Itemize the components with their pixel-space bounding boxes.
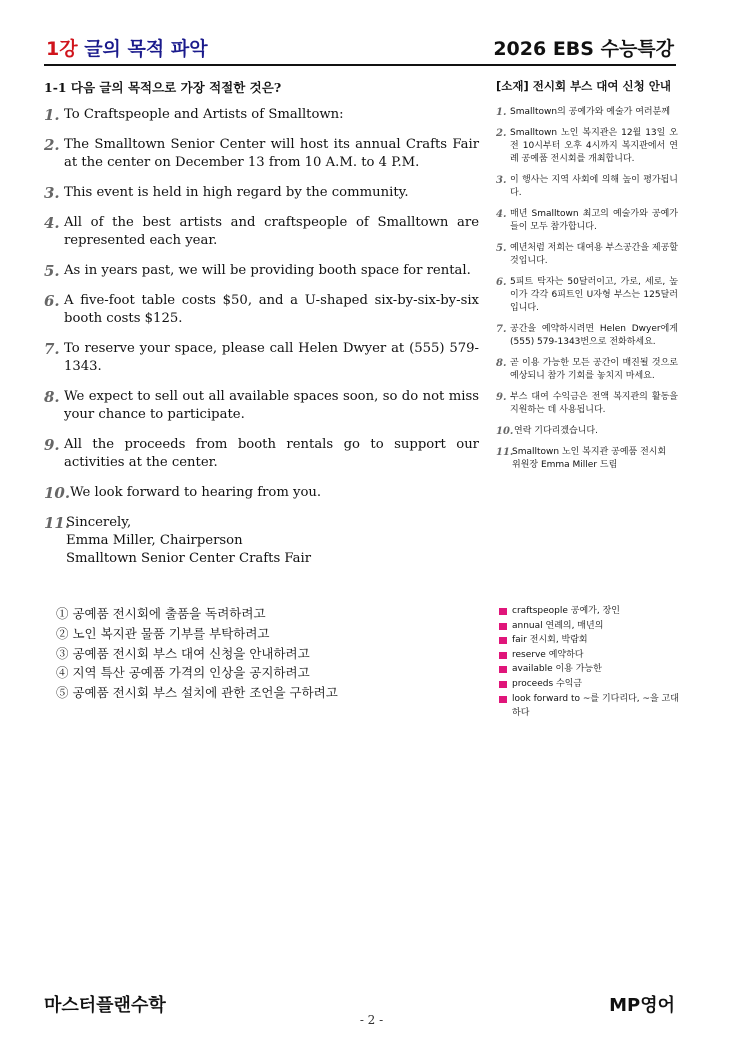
translation-item (496, 276, 678, 315)
chapter-number: 1강 (46, 38, 78, 60)
choice-5: ⑤ 공예품 전시회 부스 설치에 관한 조언을 구하려고 (56, 685, 338, 701)
vocab-text: available 이용 가능한 (512, 664, 602, 675)
sentence-text: To reserve your space, please call Helen Dwyer at (555) 579-1343. (64, 341, 479, 374)
square-bullet-icon (499, 608, 507, 615)
vocab-item (498, 633, 683, 648)
vocab-item (498, 619, 683, 634)
square-bullet-icon (499, 681, 507, 688)
sentence-text: This event is held in high regard by the community. (64, 185, 409, 200)
vocab-text: reserve 예약하다 (512, 649, 584, 660)
sentence-4 (44, 214, 479, 250)
translation-item (496, 425, 678, 438)
square-bullet-icon (499, 696, 507, 703)
vocabulary-list (498, 604, 683, 721)
square-bullet-icon (499, 623, 507, 630)
translation-text: 매년 Smalltown 최고의 예술가와 공예가들이 모두 참가합니다. (510, 209, 678, 232)
sentence-number: 8. (44, 388, 60, 406)
translation-number: 1. (496, 107, 507, 118)
translation-text: 부스 대여 수익금은 전액 복지관의 활동을 지원하는 데 사용됩니다. (510, 392, 678, 415)
translation-item (496, 174, 678, 200)
choice-2: ② 노인 복지관 물품 기부를 부탁하려고 (56, 625, 270, 641)
sentence-text: As in years past, we will be providing booth space for rental. (64, 263, 471, 278)
vocab-text: proceeds 수익금 (512, 678, 583, 689)
translation-text: 예년처럼 저희는 대여용 부스공간을 제공할 것입니다. (510, 243, 678, 266)
translation-column (496, 78, 678, 480)
translation-text: Smalltown 노인 복지관 공예품 전시회 위원장 Emma Miller 드림 (512, 447, 667, 470)
sentence-number: 5. (44, 262, 60, 280)
translation-number: 11. (496, 447, 514, 458)
chapter-title: 글의 목적 파악 (84, 38, 208, 60)
passage-column (44, 78, 479, 580)
sentence-text: A five-foot table costs $50, and a U-shaped six-by-six-by-six booth costs $125. (64, 293, 479, 326)
sentence-number: 2. (44, 136, 60, 154)
vocab-text: annual 연례의, 매년의 (512, 620, 604, 631)
sentence-1 (44, 106, 479, 124)
brand-name: MP영어 (609, 995, 675, 1016)
translation-item (496, 357, 678, 383)
translation-number: 9. (496, 392, 507, 403)
sentence-number: 6. (44, 292, 60, 310)
page-header (44, 30, 676, 66)
vocab-item (498, 677, 683, 692)
translation-text: 연락 기다리겠습니다. (514, 426, 598, 436)
vocab-item (498, 692, 683, 721)
translation-number: 10. (496, 426, 514, 437)
book-title: 2026 EBS 수능특강 (493, 38, 674, 60)
translation-number: 6. (496, 277, 507, 288)
translation-item (496, 323, 678, 349)
sentence-number: 4. (44, 214, 60, 232)
page-number: - 2 - (359, 1013, 384, 1027)
translation-item (496, 127, 678, 166)
sentence-text: We look forward to hearing from you. (70, 485, 322, 500)
vocab-text: fair 전시회, 박람회 (512, 635, 588, 646)
translation-text: Smalltown의 공예가와 예술가 여러분께 (510, 107, 671, 117)
sentence-text: All the proceeds from booth rentals go to support our activities at the center. (64, 437, 479, 470)
translation-item (496, 242, 678, 268)
translation-text: 5피트 탁자는 50달러이고, 가로, 세로, 높이가 각각 6피트인 U자형 부스는 125달러입니다. (510, 277, 678, 313)
square-bullet-icon (499, 652, 507, 659)
translation-number: 3. (496, 175, 507, 186)
sentence-6 (44, 292, 479, 328)
sentence-8 (44, 388, 479, 424)
translation-text: 공간을 예약하시려면 Helen Dwyer에게 (555) 579-1343번으로 전화하세요. (510, 324, 678, 347)
sentence-number: 9. (44, 436, 60, 454)
translation-text: 곧 이용 가능한 모든 공간이 매진될 것으로 예상되니 참가 기회를 놓치지 마세요. (510, 358, 678, 381)
translation-text: Smalltown 노인 복지관은 12월 13일 오전 10시부터 오후 4시까지 복지관에서 연례 공예품 전시회를 개최합니다. (510, 128, 678, 164)
sentence-number: 10. (44, 484, 71, 502)
sentence-number: 1. (44, 106, 60, 124)
sentence-2 (44, 136, 479, 172)
choice-3: ③ 공예품 전시회 부스 대여 신청을 안내하려고 (56, 645, 310, 661)
choice-1: ① 공예품 전시회에 출품을 독려하려고 (56, 606, 266, 621)
vocab-item (498, 604, 683, 619)
choice-4: ④ 지역 특산 공예품 가격의 인상을 공지하려고 (56, 665, 310, 681)
sentence-5 (44, 262, 479, 280)
sentence-text: The Smalltown Senior Center will host its annual Crafts Fair at the center on December 13 from 10 A.M. to 4 P.M. (64, 137, 479, 170)
translation-number: 4. (496, 209, 507, 220)
sentence-7 (44, 340, 479, 376)
vocab-text: look forward to ~를 기다리다, ~을 고대하다 (512, 693, 679, 719)
translation-text: 이 행사는 지역 사회에 의해 높이 평가됩니다. (510, 175, 678, 198)
sentence-number: 3. (44, 184, 60, 202)
sentence-text: Sincerely, Emma Miller, Chairperson Smalltown Senior Center Crafts Fair (66, 515, 312, 566)
question-title: 1-1 다음 글의 목적으로 가장 적절한 것은? (44, 80, 282, 95)
translation-number: 7. (496, 324, 507, 335)
translation-item (496, 391, 678, 417)
sentence-10 (44, 484, 479, 502)
translation-item (496, 106, 678, 119)
translation-item (496, 208, 678, 234)
sentence-text: All of the best artists and craftspeople of Smalltown are represented each year. (64, 215, 479, 248)
sentence-3 (44, 184, 479, 202)
translation-number: 5. (496, 243, 507, 254)
vocab-item (498, 662, 683, 677)
sentence-9 (44, 436, 479, 472)
square-bullet-icon (499, 637, 507, 644)
translation-number: 2. (496, 128, 507, 139)
square-bullet-icon (499, 666, 507, 673)
vocab-item (498, 648, 683, 663)
sentence-number: 11. (44, 514, 71, 532)
chapter-heading (46, 34, 208, 61)
translation-item (496, 446, 678, 472)
sentence-text: To Craftspeople and Artists of Smalltown: (64, 107, 344, 122)
translation-title: [소재] 전시회 부스 대여 신청 안내 (496, 79, 671, 93)
sentence-number: 7. (44, 340, 60, 358)
vocab-text: craftspeople 공예가, 장인 (512, 606, 620, 616)
translation-number: 8. (496, 358, 507, 369)
sentence-text: We expect to sell out all available spaces soon, so do not miss your chance to participate. (64, 389, 479, 422)
sentence-11 (44, 514, 479, 568)
answer-choices (56, 604, 466, 703)
publisher-name: 마스터플랜수학 (44, 995, 166, 1016)
